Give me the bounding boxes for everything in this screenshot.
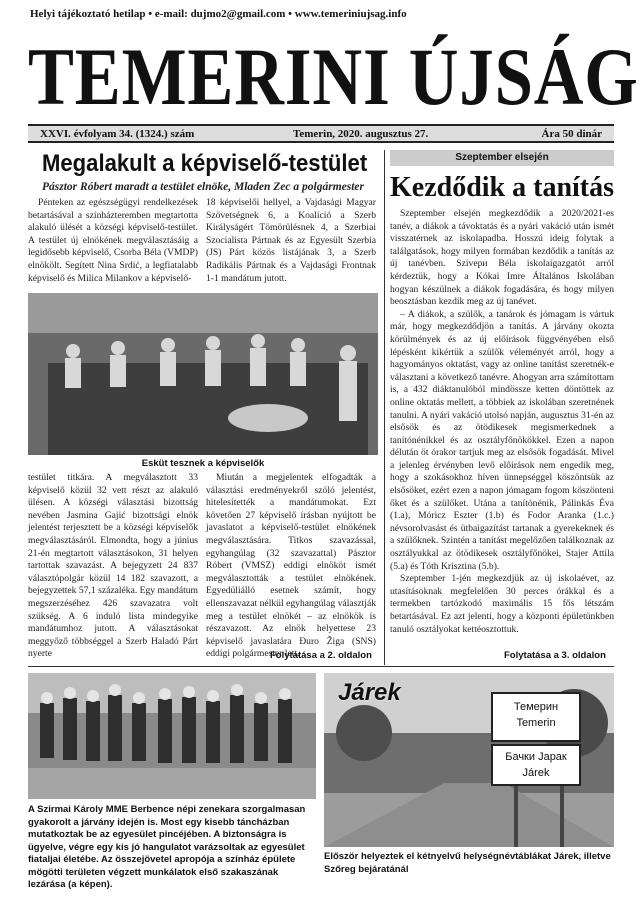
dance-photo — [28, 673, 316, 799]
article-1-col2: 18 képviselői hellyel, a Vajdasági Magyar Szövetségnek 6, a Koalíció a Szerb Királyságért Tömörülésnek 4, a Szerbiai Szocialista Pártnak és az Egyesült Szerbia (JS) Párt közös listájának 3, a Szerb Radikális Pártnak és a Vajdasági Frontnak 1-1 mandátum jutott. — [206, 197, 376, 284]
article-1-top-columns — [28, 197, 378, 285]
article-1-bottom-columns — [28, 472, 378, 661]
article-1-title: Megalakult a képviselő-testület — [42, 150, 368, 177]
council-photo-caption: Esküt tesznek a képviselők — [141, 458, 265, 469]
article-2-body — [390, 208, 614, 636]
article-2-title: Kezdődik a tanítás — [390, 172, 615, 203]
sign-1-latin: Temerin — [516, 717, 556, 729]
sign-2 — [492, 749, 580, 781]
sign-2-latin: Járek — [522, 767, 550, 779]
article-2-p1: Szeptember elsején megkezdődik a 2020/2021-es tanév, a diákok a távoktatás és a nyári vakáció után ismét visszatérnek az iskolapadba. Hosszú ideig folytak a találgatások, hogy milyen formában kezdődik a tanítás az új tanévben. Szivери Béla iskolaigazgatót arról kérdeztük, hogy a Kókai Imre Általános Iskolában hogyan készülnek a diákok fogadására, és hogy milyen beosztásban kezdik meg az új tanévet. — [390, 208, 614, 308]
sign-photo — [324, 673, 614, 847]
sign-1-cyrillic: Темерин — [513, 701, 559, 713]
volume-info: XXVI. évfolyam 34. (1324.) szám — [40, 128, 195, 140]
article-1-col3: testület titkára. A megválasztott 33 képviselő közül 32 vett részt az alakuló ülésen. A községi választási bizottság nevében Jasmina Gajić bizottsági elnök jelentést terjesztett be a községi képviselők megválasztásáról. Elmondta, hogy a június 21-én megtartott választásokon, 31 helyen tartottak szavazást. A bejegyzett 24 837 választópolgár közül 14 182 szavazott, a bejegyzettek 57,1 százaléka. Egy mandátum megszerzéséhez 426 szavazatra volt szükség. A 6 induló lista mindegyike mandátumhoz jutott. A választásokat meggyőző többséggel a Szerb Haladó Párt nyerte — [28, 472, 198, 660]
article-2-continued: Folytatása a 3. oldalon — [504, 650, 606, 661]
article-2-p3: Szeptember 1-jén megkezdjük az új iskolaévet, az utasításoknak megfelelően 30 perces órákkal és a termekben tartózkodó maximális 15 fős létszám betartásával. Ez azt jelenti, hogy a központi épületünkben tanuló osztályokat kettéosztottuk. — [390, 573, 614, 635]
article-2-kicker: Szeptember elsején — [390, 150, 614, 166]
dance-photo-image — [28, 673, 316, 799]
dance-photo-caption: A Szirmai Károly MME Berbence népi zenekara szorgalmasan gyakorolt a járvány idején is. Most egy kisebb táncházban mutatkoztak be az egyesület pincéjében. A biztonságra is ügyelve, végre egy kis jó hangulatot varázsoltak az egyesület fiataljai életébe. Az összejövetel apropója a színház épülete mögötti területen végzett munkálatok első szakaszának lezárása (a képen). — [28, 804, 306, 890]
article-1-col4: Miután a megjelentek elfogadták a választási eredményekről szóló jelentést, hitelesítették a mandátumokat. Ezt követően 27 képviselő írásban nyújtott be javaslatot a képviselő-testület elnökének megválasztására. Titkos szavazással, egyhangúlag (32 szavazattal) Pásztor Róbert (VMSZ) eddigi elnököt ismét megválasztották a testület elnökének. Egyedüliálló esetnek számít, hogy ellenszavazat nélkül egyhangúlag választják meg a testület elnökét – az elnökök is részavazott. Az elnök helyettese 23 képviselő javaslatára Đuro Žiga (SNS) eddigi polgármester lett. — [206, 472, 376, 660]
article-2-p2: – A diákok, a szülők, a tanárok és jómagam is vártuk már, hogy megkezdődjön a tanítás. A járvány okozta körülmények és az új előírások függvényében első lépésként kikértük a szülők véleményét arról, hogy a hagyományos oktatást, vagy az online tanítást szeretnék-e választani a következő tanévre. Ahogyan arra számítottam is, a 432 diáktanulóból mindössze ketten döntöttek az online oktatás mellett, a többiek az iskolában szeretnének tanulni. A nyári vakáció utolsó napján, augusztus 31-én az elsősök és az ötödikesek megismerkednek a tanítónénikkel és az osztályfőnökökkel. Ezen a napon délután öt órakor tartjuk meg az elsősök fogadását. Mivel a jelenleg érvényben levő előírások nem engedik meg, hogy a szokásokhoz híven ünnepséggel köszöntsük az elsősöket, ezért ezen a napon jómagam fogom köszönteni őket és a szülőket. Utána a tanítónénik, Pálinkás Éva (1.a), Móricz Eszter (1.b) és Fodor Aranka (1.c.) névsorolvasást és ütbaigazítást tartanak a gyerekeknek és a szülőknek. Szintén a tanítást megelőzően találkoznak az osztályukkal az ötödikesek osztályfőnökei, Stajer Attila (5.a) és Tóth Krisztina (5.b). — [390, 308, 614, 572]
council-photo-image — [28, 293, 378, 455]
place-date: Temerin, 2020. augusztus 27. — [293, 128, 429, 140]
sign-1 — [492, 699, 580, 731]
masthead-title: TEMERINI ÚJSÁG — [28, 31, 639, 122]
article-1-col1: Pénteken az egészségügyi rendelkezések betartásával a színházteremben megtartotta alakuló ülését a községi képviselő-testület. A testület új elnökének megválasztásáig a legidősebb képviselő, Csorba Béla (VMDP) elnökölt. Segített Nina Srdić, a legfiatalabb képviselő és Milica Milankov a képviselő- — [28, 197, 198, 284]
column-divider — [384, 150, 385, 665]
sign-photo-caption: Először helyeztek el kétnyelvű helységnévtáblákat Járek, illetve Szőreg bejáratánál — [324, 851, 611, 875]
article-1-header — [28, 150, 378, 193]
info-bar — [28, 124, 614, 143]
sign-2-cyrillic: Бачки Јарак — [505, 751, 567, 763]
article-1-subtitle: Pásztor Róbert maradt a testület elnöke, Mladen Zec a polgármester — [42, 181, 364, 193]
article-1-continued: Folytatása a 2. oldalon — [270, 650, 372, 661]
jarek-label: Járek — [338, 679, 401, 706]
topline: Helyi tájékoztató hetilap • e-mail: dujmo2@gmail.com • www.temeriniujsag.info — [30, 8, 407, 20]
council-photo — [28, 293, 378, 455]
bottom-rule — [28, 666, 614, 667]
price: Ára 50 dinár — [541, 128, 602, 140]
